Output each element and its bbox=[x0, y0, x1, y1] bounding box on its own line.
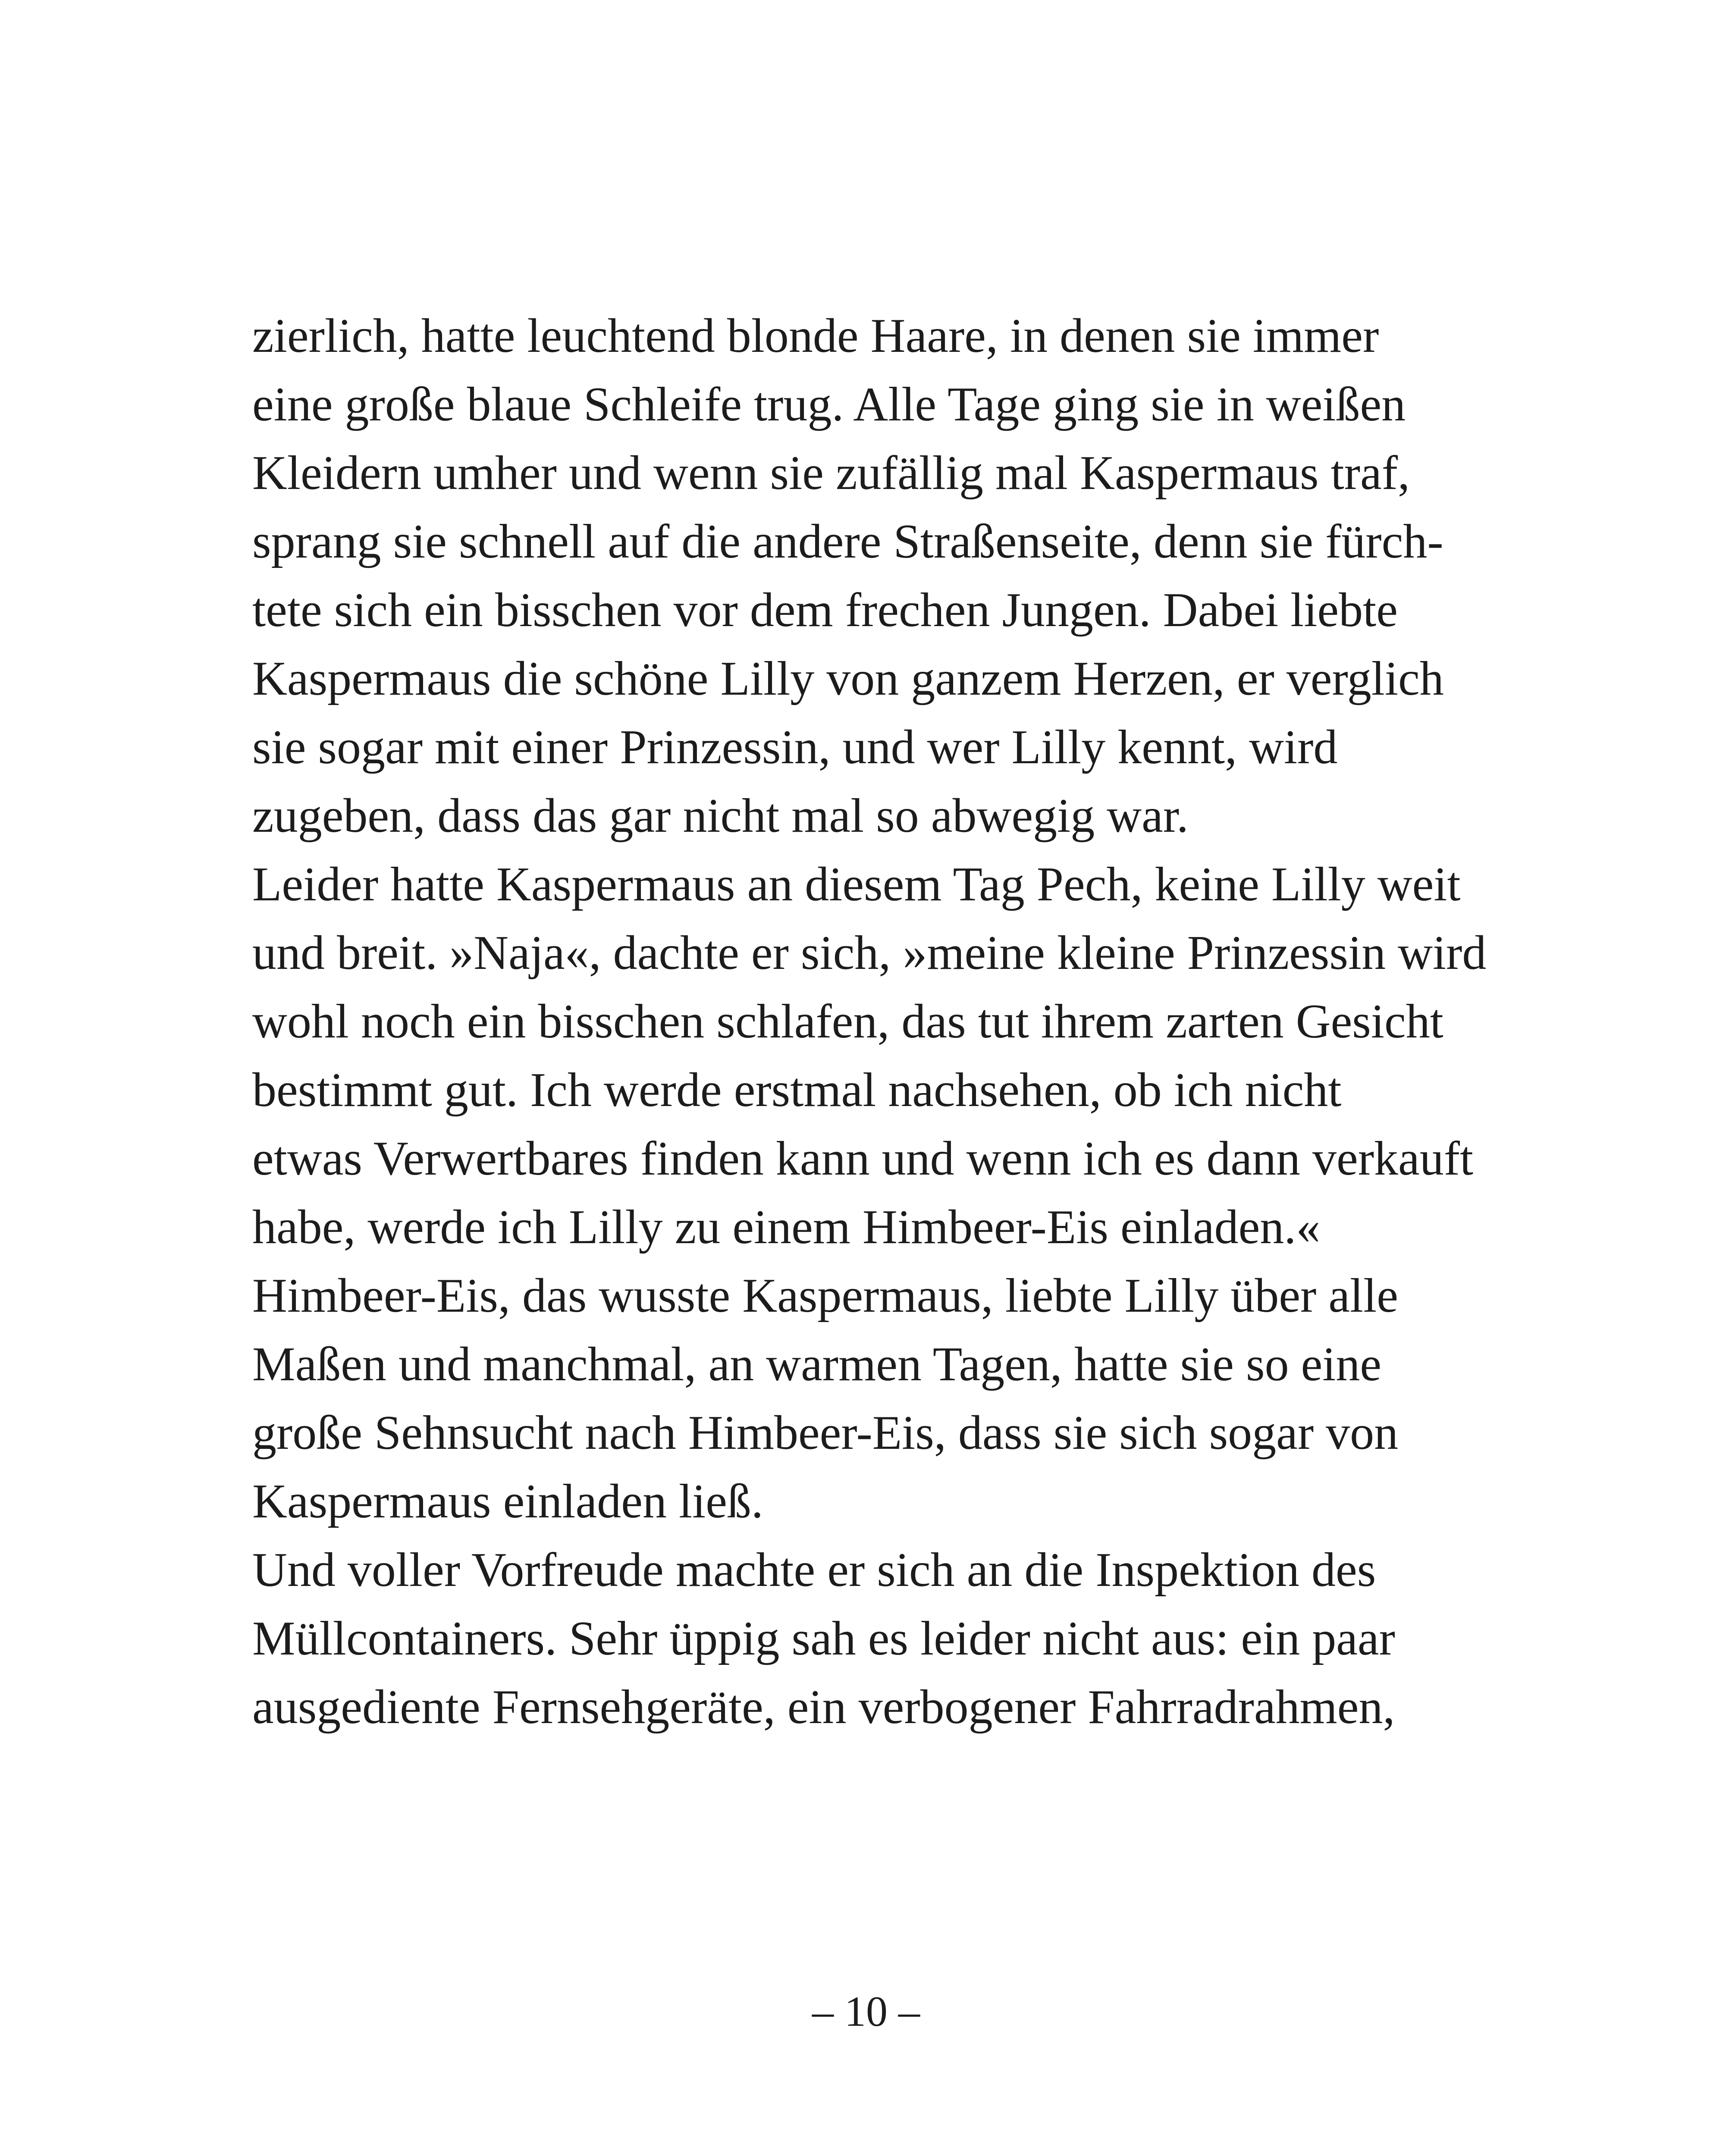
text-line: ausgediente Fernsehgeräte, ein verbogener Fahrradrahmen, bbox=[252, 1680, 1395, 1734]
text-line: Kaspermaus die schöne Lilly von ganzem Herzen, er verglich bbox=[252, 652, 1444, 705]
text-line: und breit. »Naja«, dachte er sich, »meine kleine Prinzessin wird bbox=[252, 926, 1487, 980]
text-line: zierlich, hatte leuchtend blonde Haare, in denen sie immer bbox=[252, 309, 1379, 363]
text-line: bestimmt gut. Ich werde erstmal nachsehen, ob ich nicht bbox=[252, 1063, 1342, 1117]
text-line: sie sogar mit einer Prinzessin, und wer Lilly kennt, wird bbox=[252, 721, 1338, 774]
text-line: Maßen und manchmal, an warmen Tagen, hatte sie so eine bbox=[252, 1338, 1382, 1391]
text-line: Leider hatte Kaspermaus an diesem Tag Pech, keine Lilly weit bbox=[252, 858, 1461, 911]
text-line: zugeben, dass das gar nicht mal so abwegig war. bbox=[252, 789, 1189, 843]
text-line: große Sehnsucht nach Himbeer-Eis, dass sie sich sogar von bbox=[252, 1406, 1399, 1460]
text-line: Kleidern umher und wenn sie zufällig mal Kaspermaus traf, bbox=[252, 446, 1410, 500]
body-text bbox=[252, 302, 1563, 1742]
text-line: wohl noch ein bisschen schlafen, das tut ihrem zarten Gesicht bbox=[252, 995, 1443, 1048]
text-line: etwas Verwertbares finden kann und wenn ich es dann verkauft bbox=[252, 1132, 1474, 1185]
text-line: Und voller Vorfreude machte er sich an die Inspektion des bbox=[252, 1543, 1376, 1597]
text-line: tete sich ein bisschen vor dem frechen Jungen. Dabei liebte bbox=[252, 583, 1398, 637]
text-line: eine große blaue Schleife trug. Alle Tage ging sie in weißen bbox=[252, 378, 1406, 431]
text-line: sprang sie schnell auf die andere Straßenseite, denn sie fürch- bbox=[252, 515, 1443, 568]
text-line: Himbeer-Eis, das wusste Kaspermaus, liebte Lilly über alle bbox=[252, 1269, 1398, 1322]
text-line: habe, werde ich Lilly zu einem Himbeer-Eis einladen.« bbox=[252, 1200, 1321, 1254]
page-number: – 10 – bbox=[812, 1987, 920, 2035]
text-line: Müllcontainers. Sehr üppig sah es leider nicht aus: ein paar bbox=[252, 1612, 1395, 1665]
text-line: Kaspermaus einladen ließ. bbox=[252, 1475, 763, 1528]
